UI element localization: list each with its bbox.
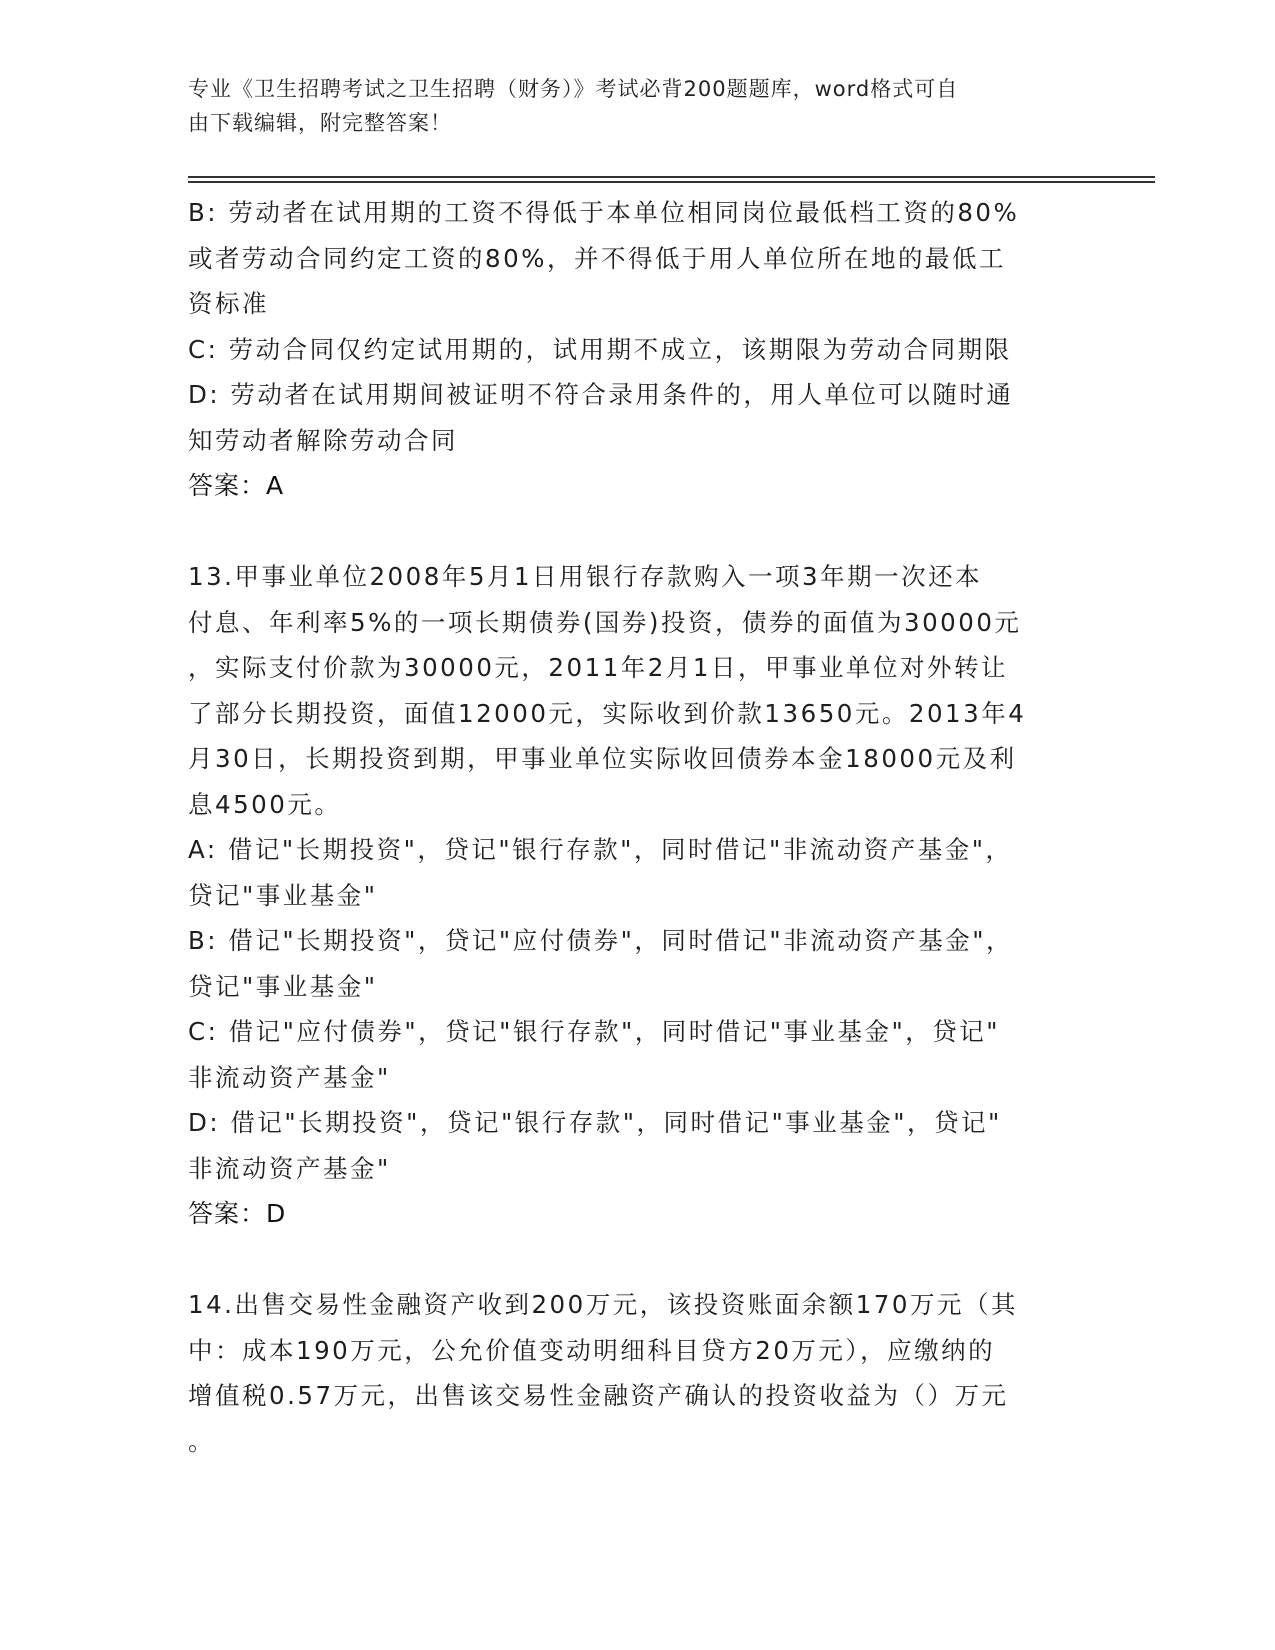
header-divider-bottom bbox=[188, 181, 1155, 183]
spacer bbox=[188, 509, 1088, 555]
q13-option-b-line-2: 贷记"事业基金" bbox=[188, 971, 378, 1001]
q13-option-a-line-1: A: 借记"长期投资"，贷记"银行存款"，同时借记"非流动资产基金"， bbox=[188, 835, 1013, 864]
q13-stem-line-4: 了部分长期投资，面值12000元，实际收到价款13650元。2013年4 bbox=[188, 698, 1027, 728]
q12-option-d-line-1: D: 劳动者在试用期间被证明不符合录用条件的，用人单位可以随时通 bbox=[188, 380, 1014, 409]
q14-stem-line-1: 14.出售交易性金融资产收到200万元，该投资账面余额170万元（其 bbox=[188, 1290, 1018, 1319]
spacer bbox=[188, 1237, 1088, 1283]
question-13 bbox=[188, 554, 1088, 1237]
q13-stem bbox=[188, 554, 1088, 827]
q13-option-d-line-2: 非流动资产基金" bbox=[188, 1153, 391, 1183]
q12-answer: 答案：A bbox=[188, 471, 285, 500]
q13-stem-line-3: ，实际支付价款为30000元，2011年2月1日，甲事业单位对外转让 bbox=[188, 653, 1008, 682]
q13-option-a bbox=[188, 827, 1088, 918]
question-12 bbox=[188, 190, 1088, 509]
q14-stem-line-4: 。 bbox=[188, 1426, 215, 1456]
q12-option-b-line-3: 资标准 bbox=[188, 289, 269, 318]
header-line-2: 由下载编辑，附完整答案！ bbox=[188, 111, 452, 135]
q12-option-b bbox=[188, 190, 1088, 327]
q13-answer: 答案：D bbox=[188, 1199, 287, 1228]
q13-stem-line-5: 月30日，长期投资到期，甲事业单位实际收回债券本金18000元及利 bbox=[188, 744, 1017, 773]
q13-option-c-line-1: C: 借记"应付债券"，贷记"银行存款"，同时借记"事业基金"，贷记" bbox=[188, 1017, 1001, 1046]
document-body bbox=[188, 190, 1088, 1464]
q13-option-a-line-2: 贷记"事业基金" bbox=[188, 880, 378, 910]
q13-stem-line-1: 13.甲事业单位2008年5月1日用银行存款购入一项3年期一次还本 bbox=[188, 562, 983, 591]
q14-stem bbox=[188, 1282, 1088, 1464]
q13-option-b-line-1: B: 借记"长期投资"，贷记"应付债券"，同时借记"非流动资产基金"， bbox=[188, 926, 1013, 955]
q14-stem-line-2: 中：成本190万元，公允价值变动明细科目贷方20万元），应缴纳的 bbox=[188, 1335, 996, 1365]
q13-option-c-line-2: 非流动资产基金" bbox=[188, 1062, 391, 1092]
q12-option-d bbox=[188, 372, 1088, 463]
header-divider-top bbox=[188, 176, 1155, 178]
q12-option-c bbox=[188, 327, 1088, 373]
q12-option-d-line-2: 知劳动者解除劳动合同 bbox=[188, 425, 458, 455]
page-header bbox=[188, 72, 1068, 140]
q13-stem-line-2: 付息、年利率5%的一项长期债券(国券)投资，债券的面值为30000元 bbox=[188, 607, 1022, 637]
q13-option-b bbox=[188, 918, 1088, 1009]
question-14 bbox=[188, 1282, 1088, 1464]
q13-option-d bbox=[188, 1100, 1088, 1191]
q14-stem-line-3: 增值税0.57万元，出售该交易性金融资产确认的投资收益为（）万元 bbox=[188, 1381, 1009, 1410]
header-line-1: 专业《卫生招聘考试之卫生招聘（财务）》考试必背200题题库，word格式可自 bbox=[188, 77, 959, 101]
q12-option-c-line-1: C: 劳动合同仅约定试用期的，试用期不成立，该期限为劳动合同期限 bbox=[188, 334, 1012, 364]
q13-stem-line-6: 息4500元。 bbox=[188, 789, 342, 819]
q12-option-b-line-2: 或者劳动合同约定工资的80%，并不得低于用人单位所在地的最低工 bbox=[188, 243, 1006, 273]
q13-option-d-line-1: D: 借记"长期投资"，贷记"银行存款"，同时借记"事业基金"，贷记" bbox=[188, 1108, 1002, 1137]
q12-option-b-line-1: B: 劳动者在试用期的工资不得低于本单位相同岗位最低档工资的80% bbox=[188, 198, 1020, 227]
q13-option-c bbox=[188, 1009, 1088, 1100]
